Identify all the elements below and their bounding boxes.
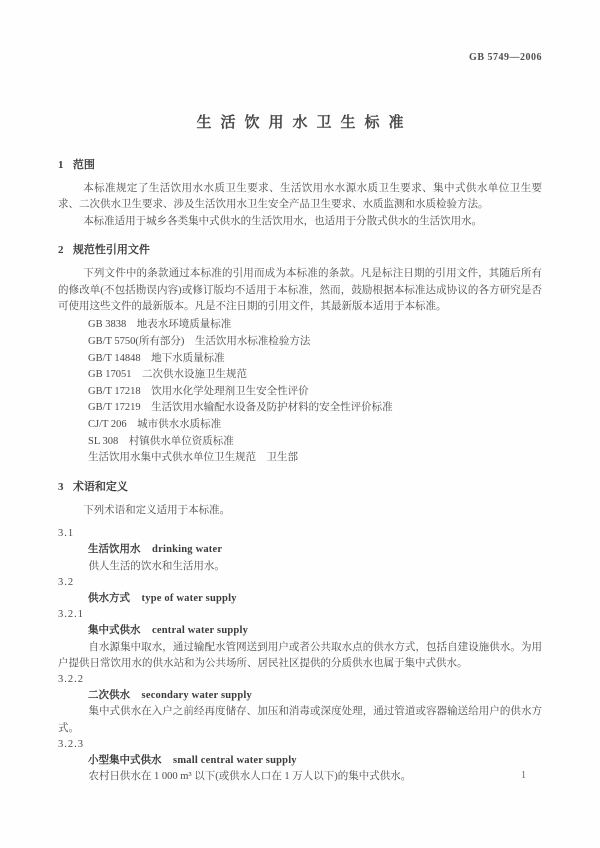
term-number: 3.2.1 (58, 609, 84, 621)
reference-item: GB/T 5750(所有部分) 生活饮用水标准检验方法 (88, 336, 311, 348)
term-definition: 供人生活的饮水和生活用水。 (88, 560, 225, 572)
reference-item: SL 308 村镇供水单位资质标准 (88, 435, 234, 447)
term-title (88, 591, 542, 607)
section-3-heading (58, 481, 542, 494)
section-1-paragraph-2: 本标准适用于城乡各类集中式供水的生活饮用水，也适用于分散式供水的生活饮用水。 (83, 215, 483, 227)
section-1-paragraph-1: 本标准规定了生活饮用水水质卫生要求、生活饮用水水源水质卫生要求、集中式供水单位卫生要求、二次供水卫生要求、涉及生活饮用水卫生安全产品卫生要求、水质监测和水质检验方法。 (58, 183, 542, 211)
reference-item: GB 17051 二次供水设施卫生规范 (88, 369, 247, 381)
reference-item: GB/T 14848 地下水质量标准 (88, 352, 225, 364)
section-2-paragraph-1: 下列文件中的条款通过本标准的引用而成为本标准的条款。凡是标注日期的引用文件，其随后所有的修改单(不包括勘误内容)或修订版均不适用于本标准，然而，鼓励根据本标准达成协议的各方研究是否可使用这些文件的最新版本。凡是不注日期的引用文件，其最新版本适用于本标准。 (58, 268, 542, 313)
term-name-en: secondary water supply (141, 690, 252, 702)
term-entry-3-2-1 (58, 607, 542, 672)
section-3-label: 术语和定义 (72, 480, 128, 493)
section-1-number: 1 (58, 159, 64, 171)
term-name-zh: 供水方式 (88, 593, 130, 604)
term-entry-3-2 (58, 575, 542, 607)
term-name-en: small central water supply (173, 755, 297, 767)
reference-item: GB 3838 地表水环境质量标准 (88, 319, 232, 331)
section-3-number: 3 (58, 480, 64, 493)
reference-item: 生活饮用水集中式供水单位卫生规范 卫生部 (88, 452, 298, 464)
term-number: 3.2 (58, 576, 75, 588)
reference-item: GB/T 17218 饮用水化学处理剂卫生安全性评价 (88, 385, 309, 397)
term-definition: 集中式供水在入户之前经再度储存、加压和消毒或深度处理，通过管道或容器输送给用户的供水方式。 (58, 706, 542, 734)
term-number: 3.2.2 (58, 674, 84, 686)
term-name-zh: 生活饮用水 (88, 544, 141, 556)
term-name-zh: 集中式供水 (88, 625, 141, 637)
reference-item: CJ/T 206 城市供水水质标准 (88, 419, 222, 430)
term-name-en: type of water supply (141, 593, 237, 604)
terms-and-definitions (58, 526, 542, 785)
term-definition: 自水源集中取水，通过输配水管网送到用户或者公共取水点的供水方式，包括自建设施供水。为用户提供日常饮用水的供水站和为公共场所、居民社区提供的分质供水也属于集中式供水。 (58, 641, 542, 669)
section-3-intro: 下列术语和定义适用于本标准。 (83, 504, 231, 516)
term-title (88, 623, 542, 639)
term-number: 3.1 (58, 528, 75, 540)
term-name-zh: 二次供水 (88, 690, 130, 702)
term-number: 3.2.3 (58, 738, 84, 750)
term-entry-3-1 (58, 526, 542, 575)
section-2-label: 规范性引用文件 (72, 244, 150, 257)
normative-references-list (58, 317, 542, 466)
standard-code: GB 5749—2006 (469, 52, 542, 63)
reference-item: GB/T 17219 生活饮用水输配水设备及防护材料的安全性评价标准 (88, 402, 393, 414)
section-2-number: 2 (58, 244, 64, 257)
term-entry-3-2-2 (58, 672, 542, 737)
section-1-heading (58, 159, 542, 172)
section-2-heading (58, 244, 542, 257)
page-number: 1 (521, 770, 526, 781)
term-title (88, 753, 542, 769)
document-title: 生活饮用水卫生标准 (196, 115, 413, 131)
term-name-en: drinking water (152, 544, 223, 556)
term-title (88, 688, 542, 704)
term-name-en: central water supply (152, 625, 249, 637)
section-1-label: 范围 (72, 159, 95, 171)
term-entry-3-2-3 (58, 737, 542, 786)
term-title (88, 542, 542, 558)
term-name-zh: 小型集中式供水 (88, 755, 162, 767)
term-definition: 农村日供水在 1 000 m³ 以下(或供水人口在 1 万人以下)的集中式供水。 (88, 771, 412, 783)
